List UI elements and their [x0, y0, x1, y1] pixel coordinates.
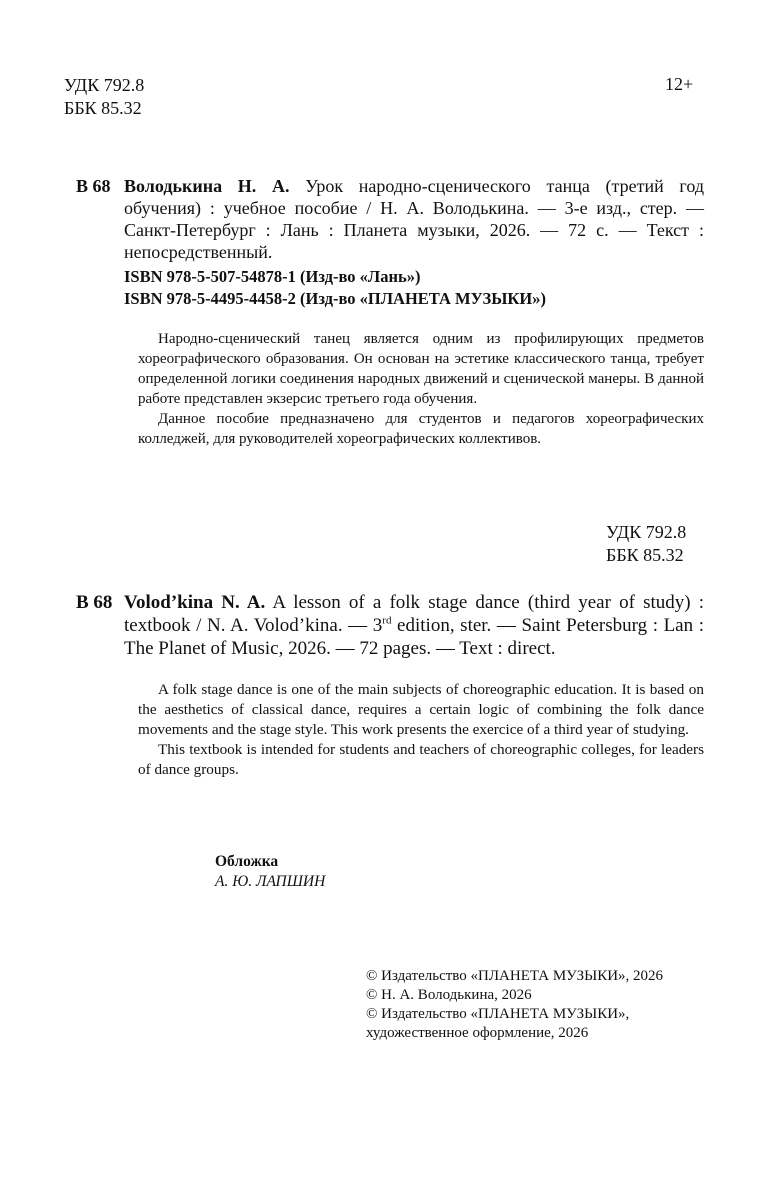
udk-code: УДК 792.8	[64, 75, 145, 95]
ru-abstract-paragraph: Народно-сценический танец является одним из профилирующих предметов хореографического образования. Он основан на эстетике классического танца, требует определенной логики соединения народных движений и сценической манеры. В данной работе представлен экзерсис третьего года обучения.	[138, 331, 704, 407]
ru-bibliographic-entry	[76, 175, 704, 263]
cover-label: Обложка	[215, 853, 279, 870]
en-description-text-a: A lesson of a folk stage dance (third year of study) : textbook / N. A. Volod’kina. — 3	[124, 592, 704, 636]
isbn-block	[124, 266, 546, 310]
ru-abstract	[138, 329, 704, 449]
en-abstract	[138, 680, 704, 780]
ru-author: Володькина Н. А.	[124, 176, 290, 196]
copyright-line: © Н. А. Володькина, 2026	[366, 987, 532, 1003]
copyright-line: © Издательство «ПЛАНЕТА МУЗЫКИ», 2026	[366, 968, 664, 984]
en-abstract-paragraph: A folk stage dance is one of the main subjects of choreographic education. It is based on the aesthetics of classical dance, requires a certain logic of combining the folk dance movements and the stage style. This work presents the exercice of a third year of studying.	[138, 681, 704, 738]
ru-author-code: В 68	[76, 176, 111, 196]
en-author: Volod’kina N. A.	[124, 592, 266, 613]
bbk-code: ББК 85.32	[64, 98, 142, 118]
age-rating: 12+	[665, 74, 694, 94]
ru-abstract-paragraph: Данное пособие предназначено для студентов и педагогов хореографических колледжей, для руководителей хореографических коллективов.	[138, 411, 704, 447]
en-abstract-paragraph: This textbook is intended for students and teachers of choreographic colleges, for leaders of dance groups.	[138, 741, 704, 778]
cover-artist: А. Ю. ЛАПШИН	[215, 873, 326, 890]
ru-description-text: Урок народно-сценического танца (третий год обучения) : учебное пособие / Н. А. Володькина. — 3-е изд., стер. — Санкт-Петербург : Лань : Планета музыки, 2026. — 72 с. — Текст : непосредственный.	[124, 176, 704, 262]
cover-credit	[215, 852, 325, 892]
isbn-lan: ISBN 978-5-507-54878-1 (Изд-во «Лань»)	[124, 267, 421, 286]
en-bibliographic-entry	[76, 591, 704, 660]
top-classification	[64, 74, 144, 120]
en-edition-superscript: rd	[382, 614, 392, 627]
en-description	[124, 591, 704, 660]
en-description-text-b: edition, ster. — Saint Petersburg : Lan : The Planet of Music, 2026. — 72 pages. — Text : direct.	[124, 615, 704, 659]
isbn-planeta: ISBN 978-5-4495-4458-2 (Изд-во «ПЛАНЕТА МУЗЫКИ»)	[124, 289, 546, 308]
copyright-block	[366, 967, 663, 1043]
copyright-line: © Издательство «ПЛАНЕТА МУЗЫКИ»,	[366, 1006, 630, 1022]
en-author-code: В 68	[76, 592, 113, 613]
ru-description	[124, 175, 704, 263]
udk-code: УДК 792.8	[606, 522, 687, 542]
bbk-code: ББК 85.32	[606, 545, 684, 565]
copyright-line: художественное оформление, 2026	[366, 1025, 589, 1041]
mid-classification	[606, 521, 686, 567]
